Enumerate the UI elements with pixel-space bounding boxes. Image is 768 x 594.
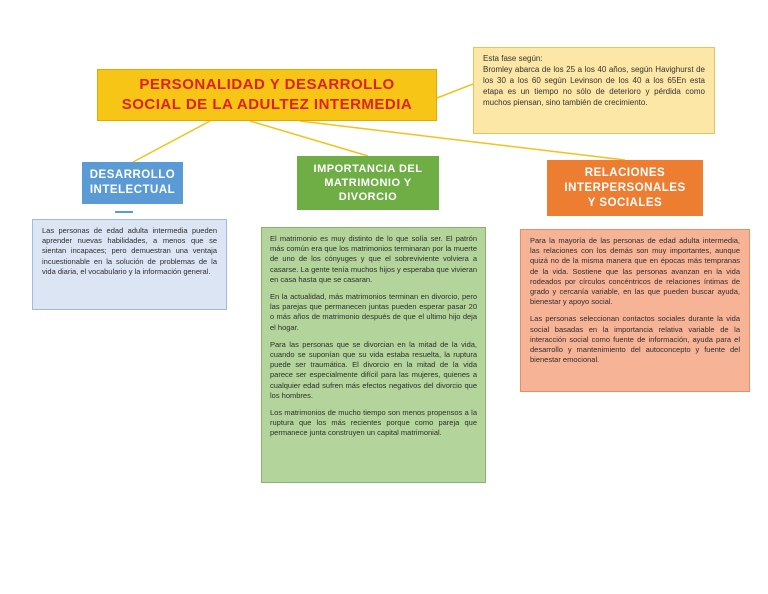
paragraph: Para las personas que se divorcian en la mitad de la vida, cuando se suponían que su vida estaba resuelta, la ruptura puede ser traumática. El divorcio en la mitad de la vida parece ser especialmente difícil para las mujeres, quienes a cualquier edad sufren más efectos negativos del divorcio que los hombres. (270, 339, 477, 400)
content-matrimonio (261, 227, 486, 483)
heading-desarrollo-intelectual: DESARROLLO INTELECTUAL (82, 162, 183, 204)
content-intelectual (32, 219, 227, 310)
main-title-box (97, 69, 437, 121)
heading-relaciones-interpersonales: RELACIONES INTERPERSONALES Y SOCIALES (547, 160, 703, 216)
connector-title-note (437, 84, 473, 98)
content-relaciones (520, 229, 750, 392)
paragraph: Los matrimonios de mucho tiempo son menos propensos a la ruptura que los más recientes porque como pareja que permanece junta construyen un capital matrimonial. (270, 408, 477, 438)
paragraph: En la actualidad, más matrimonios terminan en divorcio, pero las parejas que permanecen juntas pueden esperar pasar 20 o más años de matrimonio después de que el ultimo hijo deja el hogar. (270, 292, 477, 332)
paragraph: Las personas de edad adulta intermedia pueden aprender nuevas habilidades, a menos que se sientan incapaces; pero demuestran una ventaja incuestionable en la solución de problemas de la vida diaria, el vocabulario y la información general. (42, 226, 217, 276)
heading-importancia-matrimonio: IMPORTANCIA DEL MATRIMONIO Y DIVORCIO (297, 156, 439, 210)
main-title: PERSONALIDAD Y DESARROLLO SOCIAL DE LA ADULTEZ INTERMEDIA (121, 76, 413, 113)
stage-note-box (473, 47, 715, 134)
heading-underline (115, 211, 133, 213)
connector-title-matrimonio (250, 121, 368, 156)
paragraph: Para la mayoría de las personas de edad adulta intermedia, las relaciones con los demás son muy importantes, aunque quizá no de la misma manera que en épocas más tempranas de la vida. Sostiene que las personas avanzan en la vida rodeados por círculos concéntricos de relaciones íntimas de grado y cercanía variable, en las que pueden buscar ayuda, bienestar y apoyo social. (530, 236, 740, 307)
paragraph: Las personas seleccionan contactos sociales durante la vida social basadas en la importancia relativa variable de la interacción social como fuente de información, ayuda para el desarrollo y mantenimiento del autoconcepto y fuente del bienestar emocional. (530, 314, 740, 365)
connector-title-intelectual (133, 121, 210, 162)
paragraph: El matrimonio es muy distinto de lo que solía ser. El patrón más común era que los matrimonios terminaran por la muerte de uno de los cónyuges y que el sobreviviente volviera a casarse. La gente tenía muchos hijos y esperaba que vivieran en casa hasta que se casaran. (270, 234, 477, 284)
stage-note-label: Esta fase según: (483, 54, 543, 63)
stage-note-text: Bromley abarca de los 25 a los 40 años, según Havighurst de los 30 a los 60 según Levinson de los 40 a los 65En esta etapa es un tiempo no sólo de deterioro y pérdida como muchos piensan, sino también de crecimiento. (483, 65, 705, 107)
